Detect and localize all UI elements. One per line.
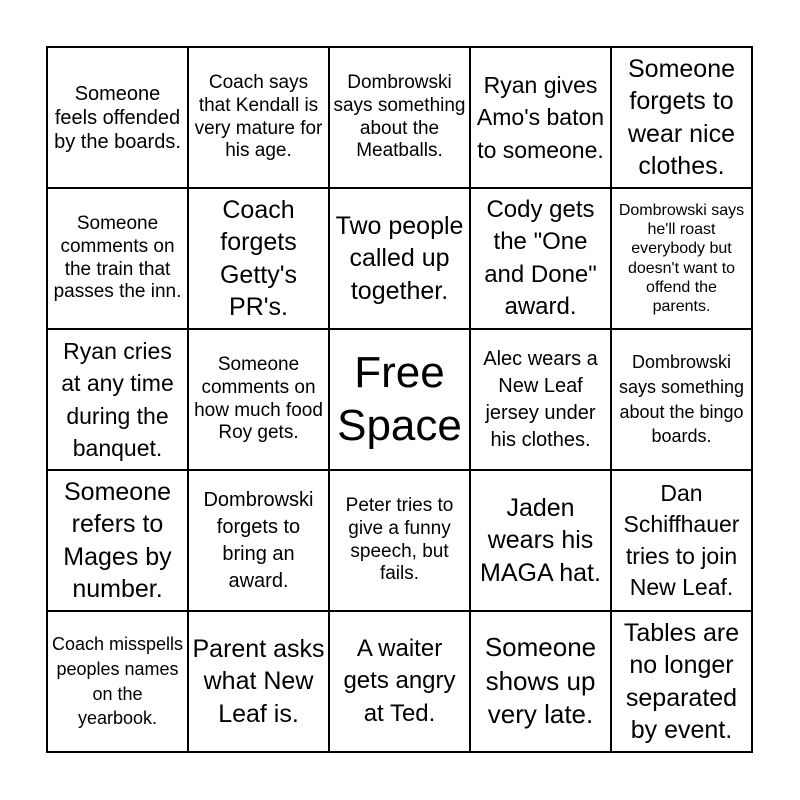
bingo-cell-r4c1[interactable] [47,470,188,611]
bingo-board [46,46,753,753]
bingo-cell-r5c5[interactable] [611,611,752,752]
bingo-cell-text: Coach misspells peoples names on the yearbook. [51,633,184,729]
bingo-cell-r1c1[interactable] [47,47,188,188]
bingo-cell-r3c2[interactable] [188,329,329,470]
bingo-grid [47,47,752,752]
bingo-cell-r1c2[interactable] [188,47,329,188]
bingo-cell-text: Ryan cries at any time during the banquet. [61,338,174,461]
bingo-cell-text: Dombrowski says something about the bingo boards. [618,351,745,447]
bingo-cell-text: Someone feels offended by the boards. [54,82,181,153]
bingo-cell-text: Someone forgets to wear nice clothes. [627,54,736,180]
bingo-cell-text: Someone refers to Mages by number. [63,477,172,603]
bingo-cell-text: Alec wears a New Leaf jersey under his clothes. [483,347,598,451]
bingo-cell-r1c5[interactable] [611,47,752,188]
bingo-cell-text: Ryan gives Amo's baton to someone. [476,72,605,163]
bingo-cell-r2c3[interactable] [329,188,470,329]
bingo-cell-r3c1[interactable] [47,329,188,470]
bingo-cell-r1c3[interactable] [329,47,470,188]
bingo-cell-text: Someone comments on how much food Roy gets. [194,353,323,444]
bingo-cell-text: Coach forgets Getty's PR's. [219,195,297,321]
bingo-cell-text: Two people called up together. [335,211,464,305]
bingo-cell-r5c3[interactable] [329,611,470,752]
bingo-cell-text: Dombrowski forgets to bring an award. [203,488,314,592]
bingo-cell-text: Someone shows up very late. [484,631,597,730]
bingo-cell-text: Dombrowski says he'll roast everybody but doesn't want to offend the parents. [618,201,745,315]
bingo-cell-text: Tables are no longer separated by event. [623,618,740,744]
bingo-cell-r1c4[interactable] [470,47,611,188]
bingo-cell-r5c2[interactable] [188,611,329,752]
bingo-cell-r4c4[interactable] [470,470,611,611]
bingo-cell-r2c5[interactable] [611,188,752,329]
bingo-cell-r4c3[interactable] [329,470,470,611]
bingo-cell-r5c4[interactable] [470,611,611,752]
bingo-cell-r5c1[interactable] [47,611,188,752]
bingo-cell-text: Cody gets the "One and Done" award. [484,195,597,320]
bingo-cell-r4c2[interactable] [188,470,329,611]
bingo-cell-r3c4[interactable] [470,329,611,470]
bingo-cell-text: Parent asks what New Leaf is. [192,634,325,728]
bingo-cell-text: Someone comments on the train that passes the inn. [53,212,182,303]
bingo-cell-text: Dan Schiffhauer tries to join New Leaf. [623,480,740,600]
bingo-cell-free-space[interactable] [329,329,470,470]
bingo-cell-r2c1[interactable] [47,188,188,329]
bingo-cell-text: Coach says that Kendall is very mature for his age. [194,71,323,162]
bingo-cell-text: Peter tries to give a funny speech, but fails. [345,494,454,585]
bingo-cell-r2c4[interactable] [470,188,611,329]
bingo-cell-text: A waiter gets angry at Ted. [343,634,456,727]
bingo-cell-r3c5[interactable] [611,329,752,470]
bingo-cell-r2c2[interactable] [188,188,329,329]
bingo-cell-text: Dombrowski says something about the Meatballs. [333,71,466,162]
bingo-cell-text: Jaden wears his MAGA hat. [480,493,601,587]
bingo-cell-r4c5[interactable] [611,470,752,611]
free-space-text: Free Space [337,347,462,450]
